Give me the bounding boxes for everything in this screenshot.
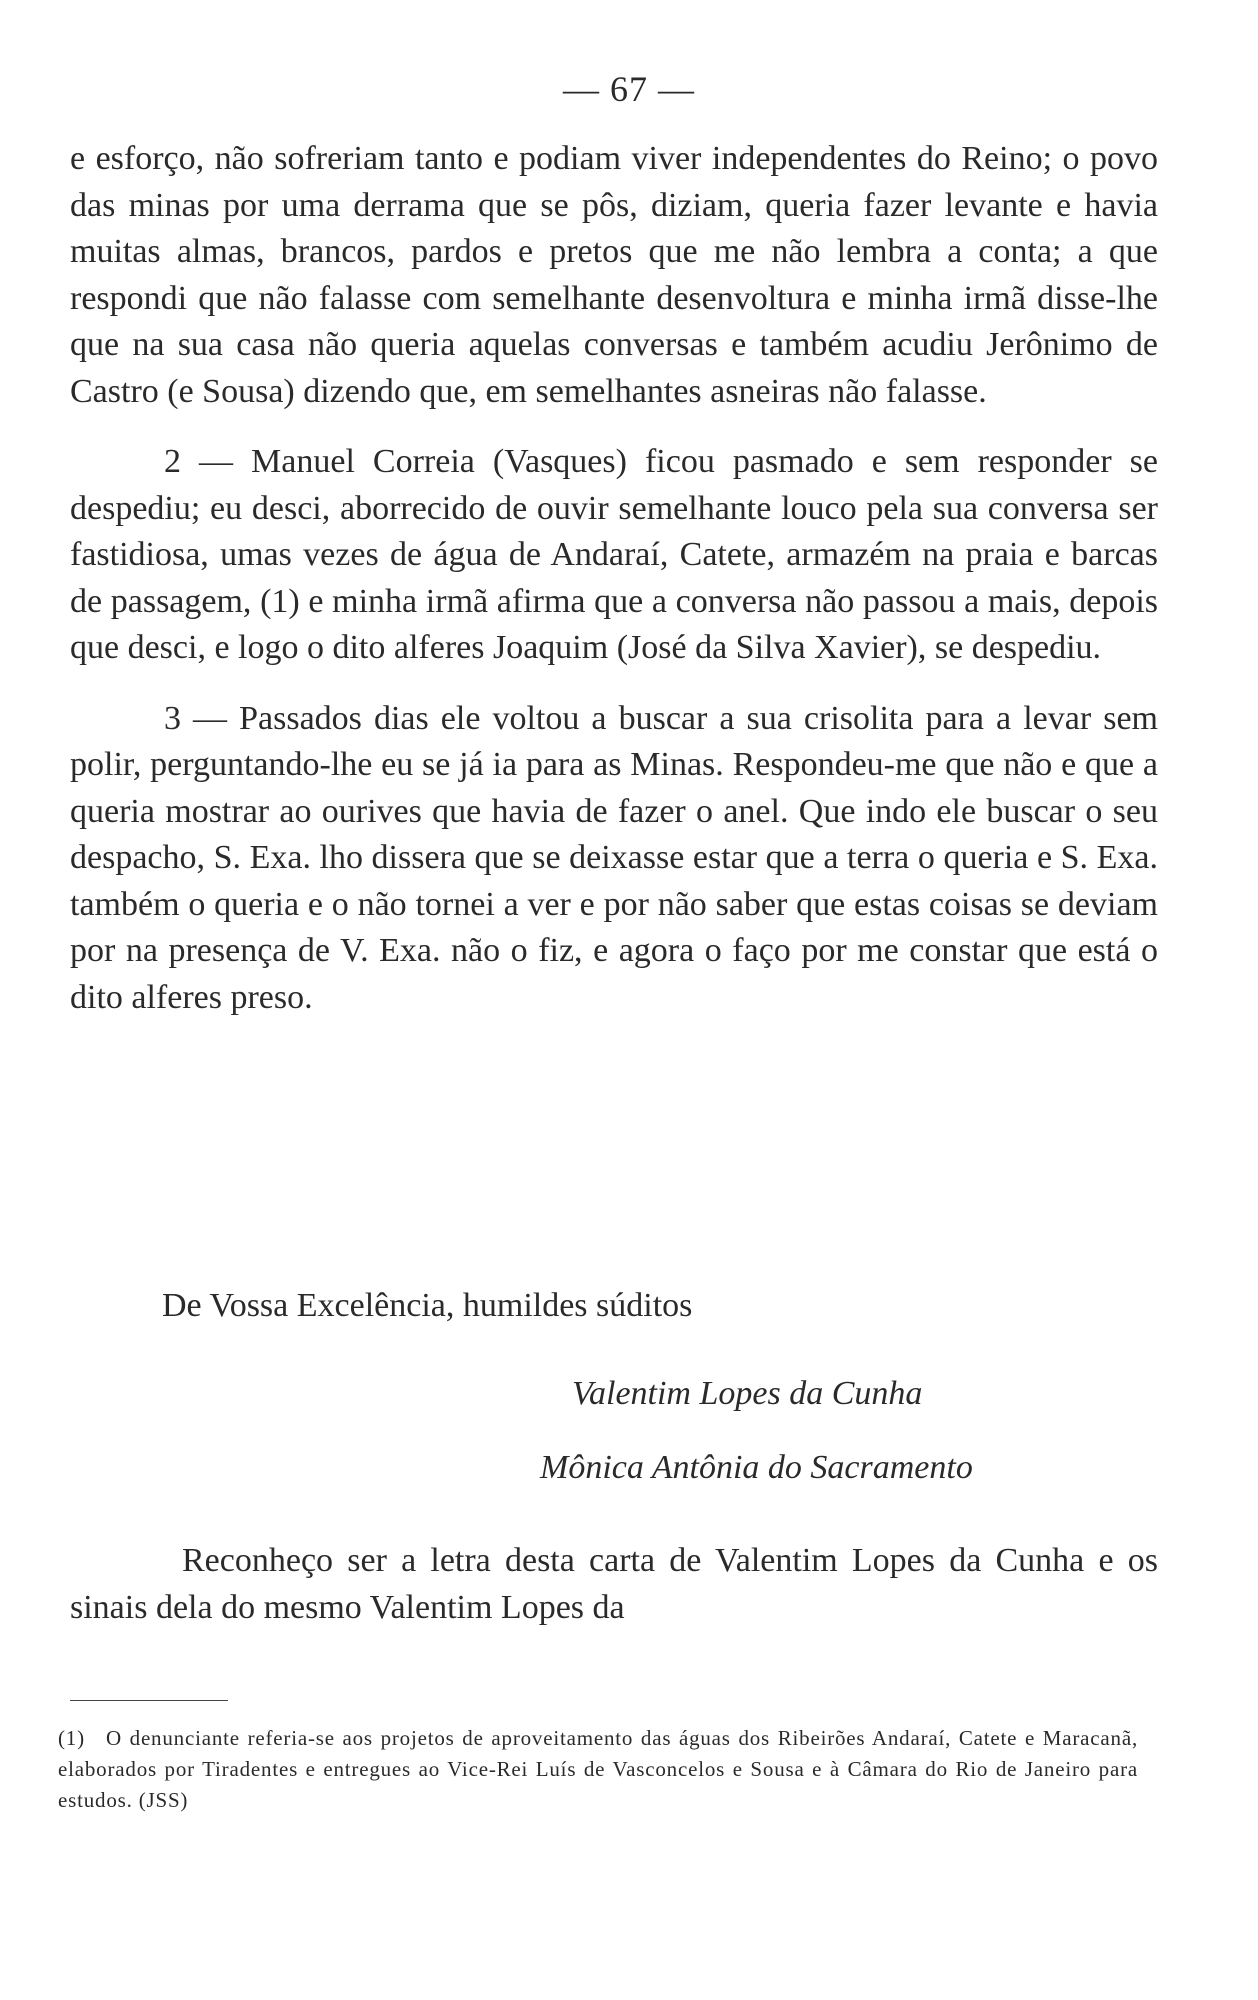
footnote-marker: (1) bbox=[58, 1726, 85, 1750]
signature-monica: Mônica Antônia do Sacramento bbox=[540, 1449, 973, 1486]
footnote-divider bbox=[70, 1700, 228, 1701]
paragraph-2: 2 — Manuel Correia (Vasques) ficou pasmado e sem responder se despediu; eu desci, aborrecido de ouvir semelhante louco pela sua conversa ser fastidiosa, umas vezes de água de Andaraí, Catete, armazém na praia e barcas de passagem, (1) e minha irmã afirma que a conversa não passou a mais, depois que desci, e logo o dito alferes Joaquim (José da Silva Xavier), se despediu. bbox=[70, 443, 1158, 666]
attestation-paragraph bbox=[70, 1537, 1158, 1631]
page-number: — 67 — bbox=[563, 69, 695, 109]
attestation-text: Reconheço ser a letra desta carta de Valentim Lopes da Cunha e os sinais dela do mesmo Valentim Lopes da bbox=[70, 1542, 1158, 1626]
signature-valentim: Valentim Lopes da Cunha bbox=[572, 1375, 923, 1412]
closing-salutation: De Vossa Excelência, humildes súditos bbox=[162, 1287, 693, 1324]
paragraph-continuation: e esforço, não sofreriam tanto e podiam viver independentes do Reino; o povo das minas por uma derrama que se pôs, diziam, queria fazer levante e havia muitas almas, brancos, pardos e pretos que me não lembra a conta; a que respondi que não falasse com semelhante desenvoltura e minha irmã disse-lhe que na sua casa não queria aquelas conversas e também acudiu Jerônimo de Castro (e Sousa) dizendo que, em semelhantes asneiras não falasse. bbox=[70, 140, 1158, 410]
body-text bbox=[70, 136, 1158, 1021]
footnote bbox=[58, 1723, 1138, 1816]
paragraph-3: 3 — Passados dias ele voltou a buscar a sua crisolita para a levar sem polir, perguntando-lhe eu se já ia para as Minas. Respondeu-me que não e que a queria mostrar ao ourives que havia de fazer o anel. Que indo ele buscar o seu despacho, S. Exa. lho dissera que se deixasse estar que a terra o queria e S. Exa. também o queria e o não tornei a ver e por não saber que estas coisas se deviam por na presença de V. Exa. não o fiz, e agora o faço por me constar que está o dito alferes preso. bbox=[70, 699, 1158, 1016]
footnote-text: O denunciante referia-se aos projetos de aproveitamento das águas dos Ribeirões Andaraí, Catete e Maracanã, elaborados por Tiradentes e entregues ao Vice-Rei Luís de Vasconcelos e Sousa e à Câmara do Rio de Janeiro para estudos. (JSS) bbox=[58, 1726, 1138, 1812]
